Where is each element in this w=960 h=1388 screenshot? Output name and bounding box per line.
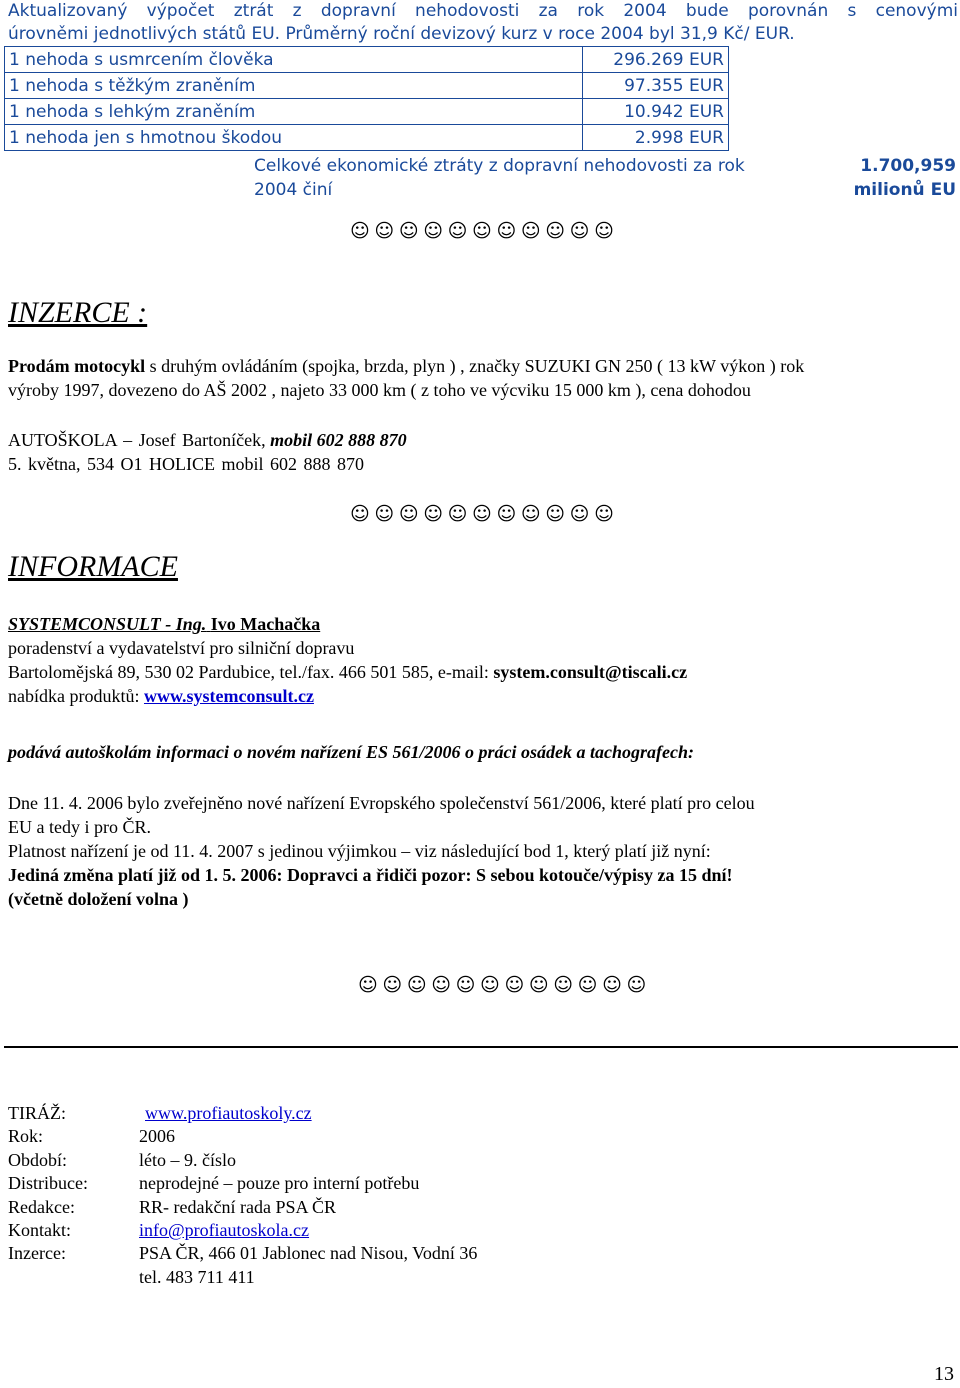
- total-value-line-2: milionů EU: [853, 180, 956, 200]
- contact-name: AUTOŠKOLA – Josef Bartoníček,: [8, 430, 266, 450]
- imprint-link-email[interactable]: info@profiautoskola.cz: [139, 1220, 310, 1241]
- table-row: [5, 47, 729, 73]
- loss-label: 1 nehoda jen s hmotnou škodou: [5, 125, 583, 151]
- imprint-value: léto – 9. číslo: [139, 1149, 236, 1170]
- contact-line-1: [8, 428, 958, 452]
- imprint-key: Rok:: [8, 1126, 44, 1147]
- table-row: [8, 1266, 477, 1289]
- total-label-line-2: 2004 činí: [254, 180, 333, 200]
- para-3b: (včetně doložení volna ): [8, 889, 189, 909]
- imprint-key: Kontakt:: [8, 1220, 71, 1241]
- table-row: [8, 1172, 477, 1195]
- intro-line-1: Aktualizovaný výpočet ztrát z dopravní nehodovosti za rok 2004 bude porovnán s cenovými: [8, 1, 958, 21]
- loss-table: [4, 46, 729, 151]
- intro-text: [8, 0, 958, 46]
- company-b: Ivo Machačka: [210, 614, 321, 634]
- imprint-key: [8, 1266, 139, 1289]
- smiley-row-icon: ☺☺☺☺☺☺☺☺☺☺☺☺: [358, 974, 651, 996]
- ad-line-2: výroby 1997, dovezeno do AŠ 2002 , najeto 33 000 km ( z toho ve výcviku 15 000 km ), cena dohodou: [8, 380, 751, 400]
- imprint-link-web[interactable]: www.profiautoskoly.cz: [145, 1103, 312, 1123]
- table-row: [8, 1196, 477, 1219]
- address-text: Bartolomějská 89, 530 02 Pardubice, tel./fax. 466 501 585, e-mail:: [8, 662, 489, 682]
- ad-bold: Prodám motocykl: [8, 356, 146, 376]
- intro-line-2: úrovněmi jednotlivých států EU. Průměrný roční devizový kurz v roce 2004 byl 31,9 Kč/ EUR.: [8, 24, 795, 44]
- loss-value: 10.942 EUR: [583, 99, 729, 125]
- ad-contact: [8, 428, 958, 476]
- company-desc: poradenství a vydavatelství pro silniční dopravu: [8, 638, 355, 658]
- products-label: nabídka produktů:: [8, 686, 140, 706]
- informace-block: [8, 612, 958, 708]
- total-label-line-1: Celkové ekonomické ztráty z dopravní nehodovosti za rok: [254, 156, 745, 176]
- divider: [4, 1046, 958, 1048]
- table-row: [5, 99, 729, 125]
- table-row: [8, 1242, 477, 1265]
- email-text: system.consult@tiscali.cz: [493, 662, 688, 682]
- regulation-text: [8, 791, 958, 911]
- ad-text: [8, 354, 958, 402]
- loss-value: 97.355 EUR: [583, 73, 729, 99]
- para-1b: EU a tedy i pro ČR.: [8, 817, 151, 837]
- loss-label: 1 nehoda s lehkým zraněním: [5, 99, 583, 125]
- company-a: SYSTEMCONSULT - Ing.: [8, 614, 207, 634]
- table-row: [8, 1149, 477, 1172]
- ad-line-1: [8, 354, 958, 378]
- imprint-key: Distribuce:: [8, 1173, 88, 1194]
- imprint-key: TIRÁŽ:: [8, 1103, 66, 1123]
- loss-label: 1 nehoda s usmrcením člověka: [5, 47, 583, 73]
- total-value: [830, 154, 956, 202]
- ad-rest: s druhým ovládáním (spojka, brzda, plyn ) , značky SUZUKI GN 250 ( 13 kW výkon ) rok: [145, 356, 805, 376]
- imprint-value: PSA ČR, 466 01 Jablonec nad Nisou, Vodní 36: [139, 1243, 478, 1264]
- imprint-value: RR- redakční rada PSA ČR: [139, 1196, 336, 1217]
- loss-value: 296.269 EUR: [583, 47, 729, 73]
- table-row: [8, 1219, 477, 1242]
- table-row: [8, 1125, 477, 1148]
- notice-text: podává autoškolám informaci o novém nařízení ES 561/2006 o práci osádek a tachografech:: [8, 742, 695, 762]
- para-2: Platnost nařízení je od 11. 4. 2007 s jedinou výjimkou – viz následující bod 1, který platí již nyní:: [8, 841, 711, 861]
- imprint-key: Období:: [8, 1149, 68, 1170]
- imprint-key: Redakce:: [8, 1196, 75, 1217]
- informace-heading: INFORMACE: [8, 550, 178, 583]
- table-row: [5, 125, 729, 151]
- loss-label: 1 nehoda s těžkým zraněním: [5, 73, 583, 99]
- imprint-value: 2006: [139, 1126, 175, 1147]
- total-label: [254, 154, 814, 202]
- imprint-value: tel. 483 711 411: [139, 1266, 255, 1287]
- imprint-value: neprodejné – pouze pro interní potřebu: [139, 1173, 420, 1194]
- imprint-table: [8, 1102, 477, 1289]
- page-number: 13: [934, 1363, 954, 1385]
- para-1: Dne 11. 4. 2006 bylo zveřejněno nové nařízení Evropského společenství 561/2006, které platí pro celou: [8, 793, 755, 813]
- table-row: [8, 1102, 477, 1125]
- smiley-row-icon: ☺☺☺☺☺☺☺☺☺☺☺: [350, 220, 619, 242]
- total-value-line-1: 1.700,959: [860, 156, 956, 176]
- products-line: [8, 684, 958, 708]
- table-row: [5, 73, 729, 99]
- imprint-key: Inzerce:: [8, 1243, 66, 1264]
- para-3: Jediná změna platí již od 1. 5. 2006: Dopravci a řidiči pozor: S sebou kotouče/výpisy za 15 dní!: [8, 865, 733, 885]
- loss-value: 2.998 EUR: [583, 125, 729, 151]
- inzerce-heading: INZERCE :: [8, 296, 148, 329]
- contact-address: 5. května, 534 O1 HOLICE mobil 602 888 870: [8, 454, 364, 474]
- company-address: [8, 660, 958, 684]
- company-line: [8, 612, 958, 636]
- contact-mobile: mobil 602 888 870: [270, 430, 407, 450]
- smiley-row-icon: ☺☺☺☺☺☺☺☺☺☺☺: [350, 503, 619, 525]
- products-link[interactable]: www.systemconsult.cz: [143, 686, 314, 706]
